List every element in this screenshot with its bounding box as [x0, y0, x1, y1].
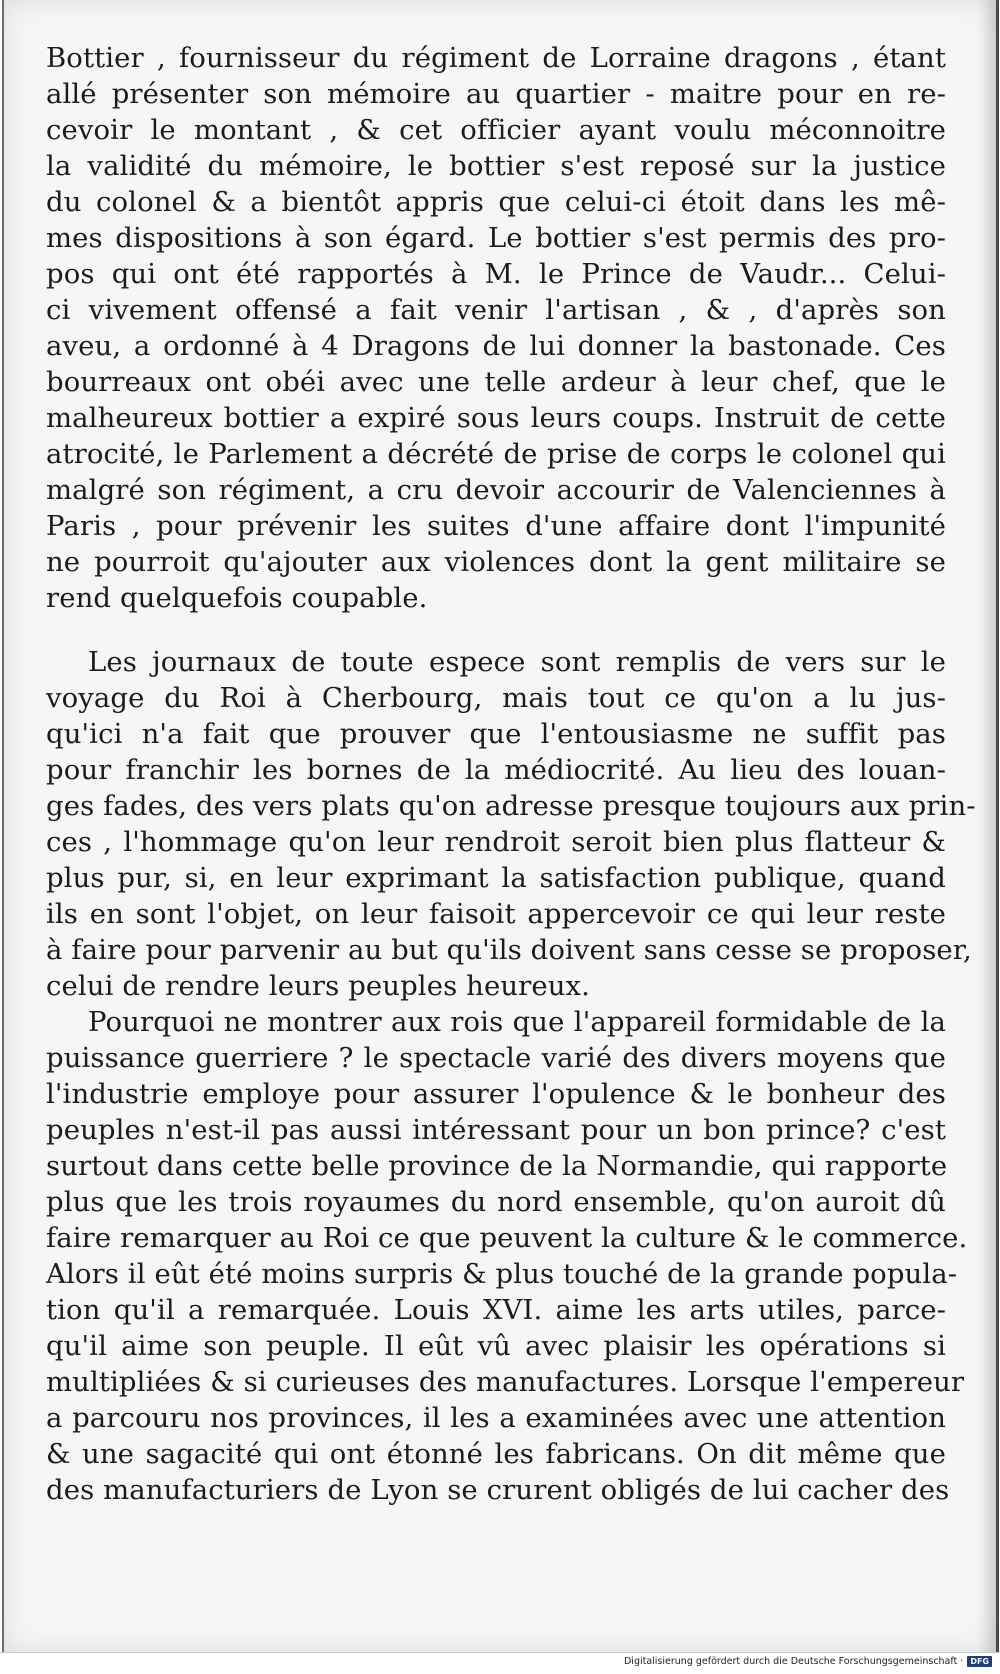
text-line: malheureux bottier a expiré sous leurs coups. Instruit de cette — [46, 402, 946, 434]
text-line: multipliées & si curieuses des manufactures. Lorsque l'empereur — [46, 1366, 965, 1398]
paragraph — [46, 40, 946, 616]
dfg-logo: DFG — [967, 1656, 992, 1667]
text-line: tion qu'il a remarquée. Louis XVI. aime les arts utiles, parce- — [46, 1294, 946, 1326]
text-line: ne pourroit qu'ajouter aux violences dont la gent militaire se — [46, 546, 946, 578]
page-edge-shadow — [978, 0, 996, 1652]
text-line: malgré son régiment, a cru devoir accourir de Valenciennes à — [46, 474, 946, 506]
text-line: pos qui ont été rapportés à M. le Prince de Vaudr... Celui- — [46, 258, 946, 290]
paragraph-gap — [46, 616, 946, 644]
text-line: Alors il eût été moins surpris & plus touché de la grande popula- — [46, 1258, 958, 1290]
paragraph — [46, 1004, 968, 1508]
text-line: pour franchir les bornes de la médiocrité. Au lieu des louan- — [46, 754, 946, 786]
text-line: surtout dans cette belle province de la Normandie, qui rapporte — [46, 1150, 948, 1182]
text-line: cevoir le montant , & cet officier ayant voulu méconnoitre — [46, 114, 946, 146]
text-line: allé présenter son mémoire au quartier - maitre pour en re- — [46, 78, 946, 110]
text-line: puissance guerriere ? le spectacle varié des divers moyens que — [46, 1042, 946, 1074]
text-line: Pourquoi ne montrer aux rois que l'appareil formidable de la — [88, 1006, 946, 1038]
text-line: qu'il aime son peuple. Il eût vû avec plaisir les opérations si — [46, 1330, 946, 1362]
text-line: bourreaux ont obéi avec une telle ardeur à leur chef, que le — [46, 366, 946, 398]
text-line: ges fades, des vers plats qu'on adresse presque toujours aux prin- — [46, 790, 976, 822]
text-line: faire remarquer au Roi ce que peuvent la culture & le commerce. — [46, 1222, 968, 1254]
text-line: & une sagacité qui ont étonné les fabricans. On dit même que — [46, 1438, 946, 1470]
book-page — [2, 0, 999, 1652]
text-line: mes dispositions à son égard. Le bottier s'est permis des pro- — [46, 222, 946, 254]
text-line: qu'ici n'a fait que prouver que l'entousiasme ne suffit pas — [46, 718, 946, 750]
text-line: peuples n'est-il pas aussi intéressant pour un bon prince? c'est — [46, 1114, 946, 1146]
text-line: des manufacturiers de Lyon se crurent obligés de lui cacher des — [46, 1474, 950, 1506]
text-line: du colonel & a bientôt appris que celui-ci étoit dans les mê- — [46, 186, 946, 218]
digitization-footer — [624, 1656, 992, 1667]
text-line: l'industrie employe pour assurer l'opulence & le bonheur des — [46, 1078, 946, 1110]
text-line: Paris , pour prévenir les suites d'une affaire dont l'impunité — [46, 510, 946, 542]
text-line: Bottier , fournisseur du régiment de Lorraine dragons , étant — [46, 42, 946, 74]
body-text — [46, 40, 976, 1508]
text-line: rend quelquefois coupable. — [46, 582, 428, 614]
text-line: voyage du Roi à Cherbourg, mais tout ce qu'on a lu jus- — [46, 682, 946, 714]
text-line: ci vivement offensé a fait venir l'artisan , & , d'après son — [46, 294, 946, 326]
text-line: atrocité, le Parlement a décrété de prise de corps le colonel qui — [46, 438, 946, 470]
text-line: aveu, a ordonné à 4 Dragons de lui donner la bastonade. Ces — [46, 330, 946, 362]
footer-credit: Digitalisierung gefördert durch die Deutsche Forschungsgemeinschaft · — [623, 1656, 964, 1667]
text-line: plus que les trois royaumes du nord ensemble, qu'on auroit dû — [46, 1186, 946, 1218]
text-line: a parcouru nos provinces, il les a examinées avec une attention — [46, 1402, 946, 1434]
text-line: ces , l'hommage qu'on leur rendroit seroit bien plus flatteur & — [46, 826, 946, 858]
text-line: à faire pour parvenir au but qu'ils doivent sans cesse se proposer, — [46, 934, 972, 966]
text-line: plus pur, si, en leur exprimant la satisfaction publique, quand — [46, 862, 946, 894]
paragraph — [46, 644, 976, 1004]
text-line: ils en sont l'objet, on leur faisoit appercevoir ce qui leur reste — [46, 898, 946, 930]
text-line: celui de rendre leurs peuples heureux. — [46, 970, 591, 1002]
text-line: la validité du mémoire, le bottier s'est reposé sur la justice — [46, 150, 946, 182]
text-line: Les journaux de toute espece sont remplis de vers sur le — [88, 646, 946, 678]
footer-divider — [0, 1652, 1000, 1653]
